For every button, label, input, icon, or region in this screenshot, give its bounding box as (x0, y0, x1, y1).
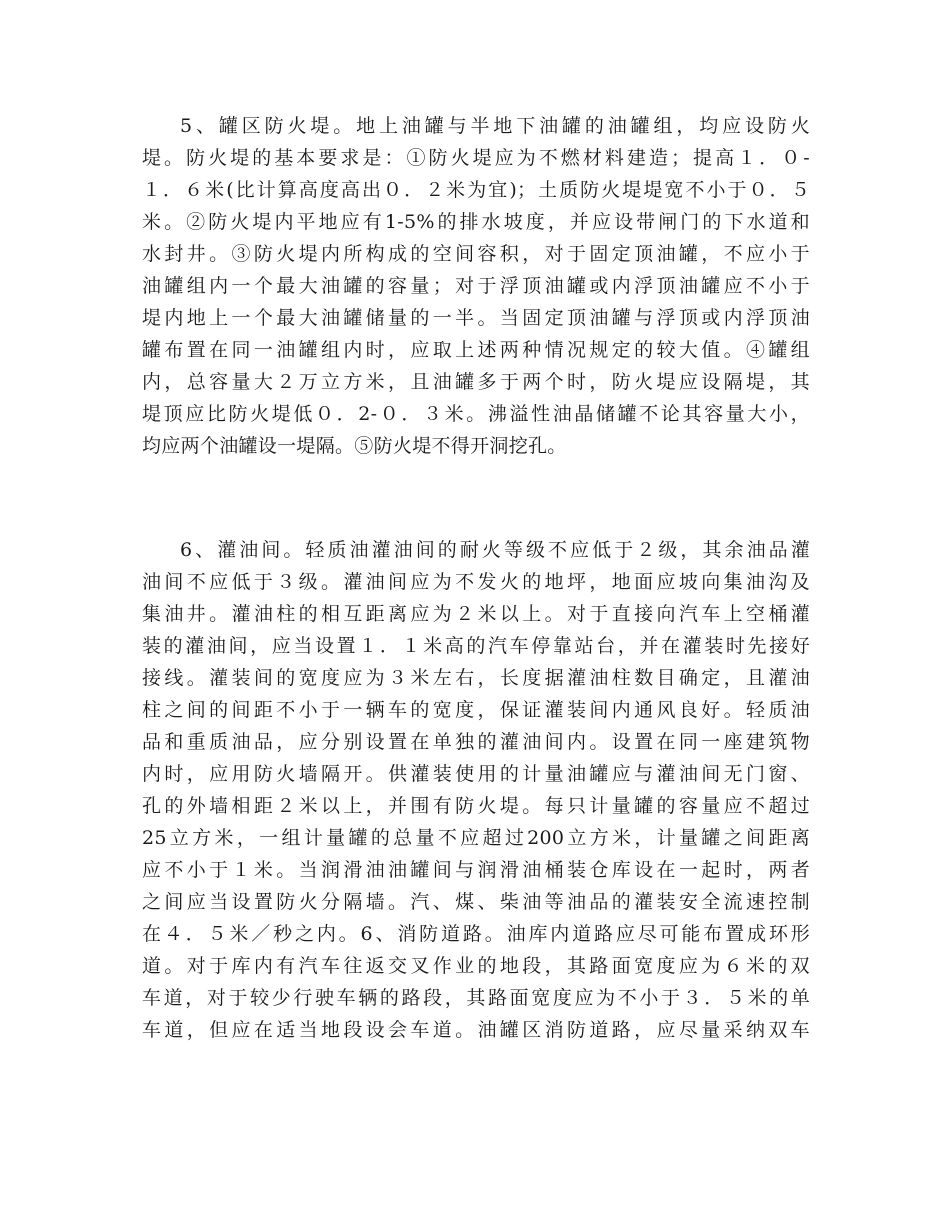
text-line: 之间应当设置防火分隔墙。汽、煤、柴油等油品的灌装安全流速控制 (142, 891, 810, 913)
text-line: 道。对于库内有汽车往返交叉作业的地段，其路面宽度应为６米的双 (142, 955, 810, 977)
text-line: 米。②防火堤内平地应有1-5%的排水坡度，并应设带闸门的下水道和 (142, 211, 810, 233)
text-line: 油罐组内一个最大油罐的容量；对于浮顶油罐或内浮顶油罐应不小于 (142, 275, 810, 297)
paragraph-tank-firewall (142, 110, 810, 462)
text-line: 孔的外墙相距２米以上，并围有防火堤。每只计量罐的容量应不超过 (142, 795, 810, 817)
text-line: 6、灌油间。轻质油灌油间的耐火等级不应低于２级，其余油品灌 (180, 539, 810, 561)
text-line: 25立方米，一组计量罐的总量不应超过200立方米，计量罐之间距离 (142, 827, 810, 849)
text-line: 罐布置在同一油罐组内时，应取上述两种情况规定的较大值。④罐组 (142, 339, 810, 361)
text-line: 堤。防火堤的基本要求是：①防火堤应为不燃材料建造；提高１．０- (142, 147, 810, 169)
text-line: 接线。灌装间的宽度应为３米左右，长度据灌油柱数目确定，且灌油 (142, 667, 810, 689)
text-line: 车道，对于较少行驶车辆的路段，其路面宽度应为不小于３．５米的单 (142, 987, 810, 1009)
text-line: 品和重质油品，应分别设置在单独的灌油间内。设置在同一座建筑物 (142, 731, 810, 753)
paragraph-filling-room (142, 534, 810, 1046)
text-line: １．６米(比计算高度高出０．２米为宜)；土质防火堤堤宽不小于０．５ (142, 179, 810, 201)
text-line: 堤顶应比防火堤低０．2-０．３米。沸溢性油晶储罐不论其容量大小， (142, 403, 810, 425)
text-line: 内，总容量大２万立方米，且油罐多于两个时，防火堤应设隔堤，其 (142, 371, 810, 393)
text-line: 堤内地上一个最大油罐储量的一半。当固定顶油罐与浮顶或内浮顶油 (142, 307, 810, 329)
text-line: 应不小于１米。当润滑油油罐间与润滑油桶装仓库设在一起时，两者 (142, 859, 810, 881)
text-line: 柱之间的间距不小于一辆车的宽度，保证灌装间内通风良好。轻质油 (142, 699, 810, 721)
text-line: 油间不应低于３级。灌油间应为不发火的地坪，地面应坡向集油沟及 (142, 571, 810, 593)
text-line: 5、罐区防火堤。地上油罐与半地下油罐的油罐组，均应设防火 (180, 115, 810, 137)
text-line: 内时，应用防火墙隔开。供灌装使用的计量油罐应与灌油间无门窗、 (142, 763, 810, 785)
text-line: 车道，但应在适当地段设会车道。油罐区消防道路，应尽量采纳双车 (142, 1019, 810, 1041)
text-line: 在４．５米／秒之内。6、消防道路。油库内道路应尽可能布置成环形 (142, 923, 810, 945)
text-line: 装的灌油间，应当设置１．１米高的汽车停靠站台，并在灌装时先接好 (142, 635, 810, 657)
text-line: 集油井。灌油柱的相互距离应为２米以上。对于直接向汽车上空桶灌 (142, 603, 810, 625)
text-line: 均应两个油罐设一堤隔。⑤防火堤不得开洞挖孔。 (142, 435, 567, 457)
text-line: 水封井。③防火堤内所构成的空间容积，对于固定顶油罐，不应小于 (142, 243, 810, 265)
